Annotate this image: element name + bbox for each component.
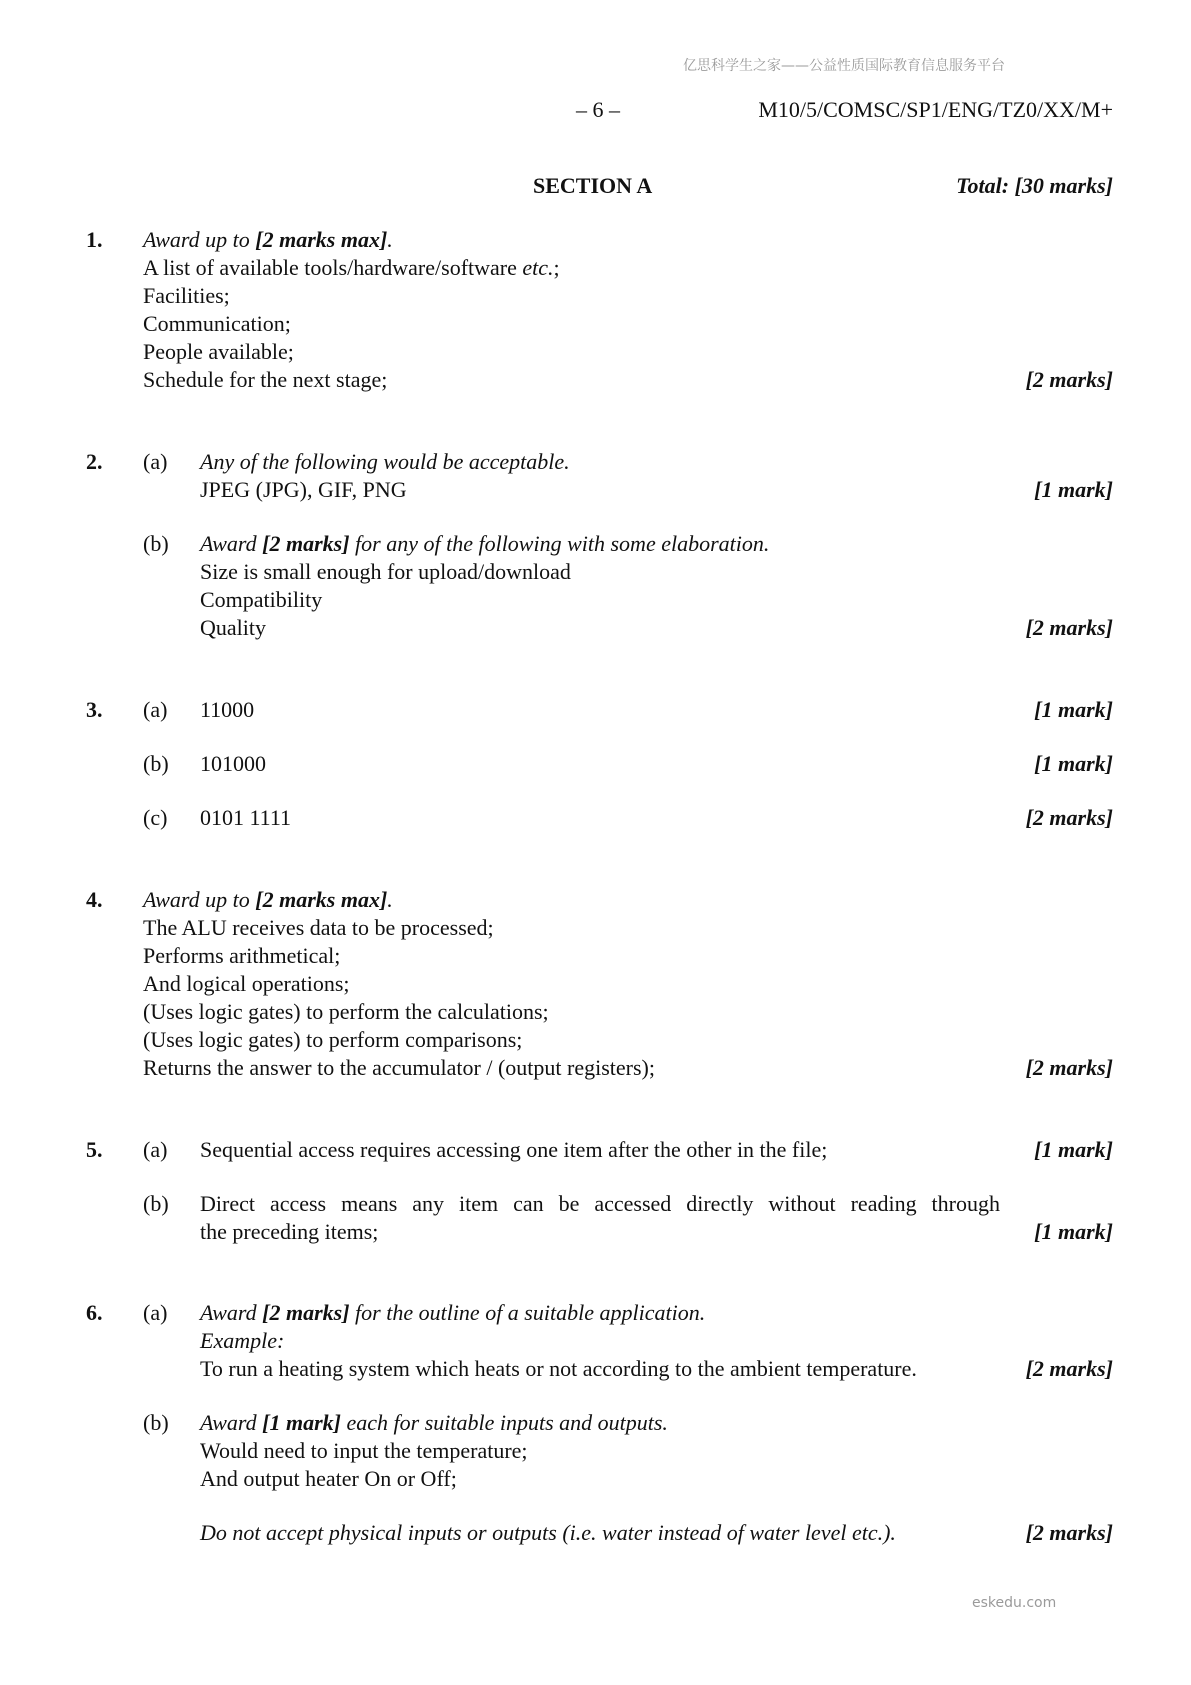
instruction-text: Award <box>200 1300 263 1325</box>
example-label: Example: <box>200 1328 285 1353</box>
watermark-top: 亿思科学生之家——公益性质国际教育信息服务平台 <box>683 58 1005 74</box>
marks-label: [1 mark] <box>1034 477 1113 502</box>
instruction-marks: [1 mark] <box>262 1410 341 1435</box>
instruction-text: Award up to <box>143 887 256 912</box>
answer-line: Facilities; <box>143 283 230 308</box>
instruction-marks: [2 marks max] <box>255 887 388 912</box>
question-number: 5. <box>86 1137 103 1162</box>
instruction <box>200 1410 668 1436</box>
part-label: (a) <box>143 449 168 474</box>
answer-line: Communication; <box>143 311 291 336</box>
marks-label: [1 mark] <box>1034 1137 1113 1162</box>
answer-line: Returns the answer to the accumulator / (output registers); <box>143 1055 655 1080</box>
marks-label: [2 marks] <box>1025 1520 1113 1545</box>
answer-line: 0101 1111 <box>200 805 292 830</box>
marks-label: [1 mark] <box>1034 751 1113 776</box>
part-label: (a) <box>143 1137 168 1162</box>
instruction-end: for any of the following with some elaboration. <box>349 531 770 556</box>
section-total: Total: [30 marks] <box>956 173 1113 198</box>
answer-line: And output heater On or Off; <box>200 1466 457 1491</box>
answer-line: Direct access means any item can be accessed directly without reading through <box>200 1191 1000 1216</box>
instruction <box>200 531 769 557</box>
answer-line: Would need to input the temperature; <box>200 1438 528 1463</box>
instruction-text: Award <box>200 531 263 556</box>
answer-line: 101000 <box>200 751 266 776</box>
marks-label: [1 mark] <box>1034 1219 1113 1244</box>
marks-label: [2 marks] <box>1025 367 1113 392</box>
answer-line: Compatibility <box>200 587 323 612</box>
question-number: 1. <box>86 227 103 252</box>
marks-label: [2 marks] <box>1025 805 1113 830</box>
instruction-text: Award up to <box>143 227 256 252</box>
answer-line: 11000 <box>200 697 255 722</box>
instruction <box>200 1300 705 1326</box>
answer-line: Quality <box>200 615 266 640</box>
part-label: (b) <box>143 1410 169 1435</box>
answer-end: ; <box>553 255 560 280</box>
part-label: (b) <box>143 751 169 776</box>
answer-line: The ALU receives data to be processed; <box>143 915 494 940</box>
section-title: SECTION A <box>533 173 653 198</box>
part-label: (a) <box>143 697 168 722</box>
answer-line: To run a heating system which heats or not according to the ambient temperature. <box>200 1356 917 1381</box>
answer-text: A list of available tools/hardware/software <box>143 255 523 280</box>
part-label: (a) <box>143 1300 168 1325</box>
question-number: 3. <box>86 697 103 722</box>
answer-line: People available; <box>143 339 294 364</box>
question-number: 4. <box>86 887 103 912</box>
instruction-end: . <box>387 887 393 912</box>
answer-line: Performs arithmetical; <box>143 943 341 968</box>
paper-code: M10/5/COMSC/SP1/ENG/TZ0/XX/M+ <box>758 97 1113 122</box>
instruction-text: Award <box>200 1410 263 1435</box>
note: Do not accept physical inputs or outputs (i.e. water instead of water level etc.). <box>200 1520 896 1545</box>
instruction <box>143 887 393 913</box>
answer-line: (Uses logic gates) to perform comparisons; <box>143 1027 523 1052</box>
instruction-marks: [2 marks max] <box>255 227 388 252</box>
instruction-marks: [2 marks] <box>262 531 350 556</box>
instruction-marks: [2 marks] <box>262 1300 350 1325</box>
answer-line: Sequential access requires accessing one item after the other in the file; <box>200 1137 828 1162</box>
part-label: (b) <box>143 531 169 556</box>
answer-line: Size is small enough for upload/download <box>200 559 571 584</box>
marks-label: [2 marks] <box>1025 1356 1113 1381</box>
instruction-end: for the outline of a suitable application. <box>349 1300 706 1325</box>
marks-label: [1 mark] <box>1034 697 1113 722</box>
part-label: (c) <box>143 805 168 830</box>
question-number: 6. <box>86 1300 103 1325</box>
marks-label: [2 marks] <box>1025 615 1113 640</box>
question-number: 2. <box>86 449 103 474</box>
part-label: (b) <box>143 1191 169 1216</box>
watermark-bottom: eskedu.com <box>972 1595 1057 1611</box>
answer-line: Schedule for the next stage; <box>143 367 388 392</box>
instruction <box>143 227 393 253</box>
page-number: – 6 – <box>576 97 620 122</box>
answer-line: the preceding items; <box>200 1219 379 1244</box>
answer-line: (Uses logic gates) to perform the calculations; <box>143 999 549 1024</box>
answer-line: JPEG (JPG), GIF, PNG <box>200 477 407 502</box>
instruction-end: . <box>387 227 393 252</box>
instruction: Any of the following would be acceptable. <box>200 449 570 474</box>
instruction-end: each for suitable inputs and outputs. <box>340 1410 668 1435</box>
marks-label: [2 marks] <box>1025 1055 1113 1080</box>
answer-line: And logical operations; <box>143 971 350 996</box>
answer-line <box>143 255 560 281</box>
answer-etc: etc. <box>522 255 554 280</box>
